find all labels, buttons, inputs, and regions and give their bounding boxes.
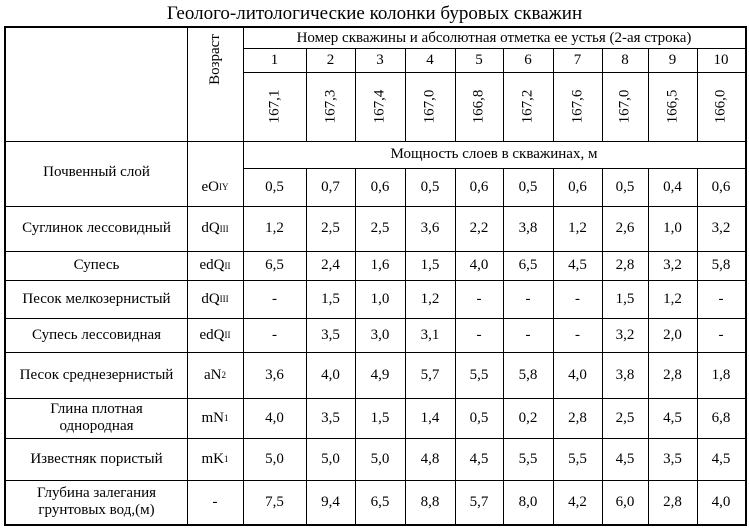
layer-thickness-value: 0,5 [518,178,538,195]
layer-thickness-value: 3,2 [711,220,731,236]
row-age: aN 2 [204,366,226,383]
well-number: 3 [376,51,384,68]
layer-thickness-value: 1,5 [370,409,390,426]
layer-thickness-value: 4,5 [568,257,587,273]
layer-thickness-value: - [476,326,482,343]
layer-thickness-value: 7,5 [265,493,284,510]
layer-thickness-value: 1,2 [568,220,587,236]
row-name: Супесь лессовидная [31,326,162,343]
row-name: Песок среднезернистый [19,366,174,383]
column-header-name [6,28,187,141]
row-age: dQ III [201,220,229,236]
layer-thickness-value: - [718,290,724,307]
layer-thickness-value: 1,4 [420,409,440,426]
row-age-symbol: dQ [201,220,220,236]
well-elevation-label: 167,0 [616,89,633,124]
layer-thickness-value: 5,5 [518,450,538,467]
table-border-bottom [4,524,746,526]
layer-thickness-value: 0,6 [568,178,587,195]
layer-thickness-value: 2,4 [321,257,340,273]
layer-thickness-value: 0,5 [265,178,284,195]
layer-thickness-value: - [718,326,724,343]
well-number: 10 [713,51,729,68]
layer-thickness-value: 1,5 [615,290,635,307]
layer-thickness-value: 3,6 [265,366,284,383]
layer-thickness-value: 8,8 [420,493,440,510]
layer-thickness-value: 2,0 [663,326,682,343]
layer-thickness-value: 3,5 [321,409,340,426]
layer-thickness-value: 2,8 [568,409,587,426]
row-name: Суглинок лессовидный [22,220,171,236]
row-age-symbol: eO [201,178,219,195]
well-elevation-label: 167,6 [569,89,585,124]
layer-thickness-value: 4,0 [469,257,489,273]
well-elevation [306,72,355,141]
well-elevation-label: 167,2 [519,89,536,124]
layer-thickness-value: 0,6 [370,178,390,195]
row-age-symbol: mN [201,409,224,426]
well-number: 9 [668,51,677,68]
row-name: Известняк пористый [30,450,163,467]
layer-thickness-value: 3,2 [615,326,635,343]
layer-thickness-value: 2,8 [663,493,682,510]
layer-thickness-value: 4,8 [420,450,440,467]
layer-thickness-value: 5,5 [568,450,587,467]
layer-thickness-value: 4,5 [663,409,682,426]
well-number: 7 [573,51,582,68]
layer-thickness-value: - [272,290,277,307]
row-name: Супесь [73,257,120,273]
layer-thickness-value: - [575,290,580,307]
row-age-symbol: edQ [199,326,225,343]
layer-thickness-value: 4,0 [568,366,587,383]
well-elevation [455,72,503,141]
row-age-symbol: dQ [201,290,220,307]
row-age-symbol: edQ [199,257,225,273]
layer-thickness-value: 5,7 [420,366,440,383]
layer-thickness-value: 1,2 [663,290,682,307]
column-header-age-label: Возраст [206,33,223,85]
layer-thickness-value: 4,5 [711,450,731,467]
column-header-age [187,28,243,90]
well-elevation-label: 166,5 [664,89,680,124]
row-name: Глина плотная однородная [50,401,143,434]
well-number: 8 [621,51,629,68]
layer-thickness-value: - [525,326,531,343]
layer-thickness-value: 0,6 [711,178,731,195]
row-age: dQ III [201,290,229,307]
well-elevation [503,72,553,141]
layer-thickness-value: 5,5 [469,366,489,383]
layer-thickness-value: 2,8 [615,257,635,273]
well-number: 6 [524,51,532,68]
row-name: Глубина залегания грунтовых вод,(м) [36,485,157,518]
layer-thickness-value: 4,5 [469,450,489,467]
layer-thickness-value: - [525,290,531,307]
row-age [187,480,243,524]
layer-thickness-value: 4,0 [265,409,284,426]
well-elevation [243,72,306,141]
row-age: eO IY [201,178,229,195]
wells-caption: Номер скважины и абсолютная отметка ее устья (2-ая строка) [296,29,692,46]
layer-thickness-value: 1,0 [370,290,390,307]
thickness-caption: Мощность слоев в скважинах, м [390,146,598,162]
well-elevation-label: 167,1 [266,89,282,124]
layer-thickness-value: - [476,290,482,307]
row-age: mN 1 [201,409,229,426]
layer-thickness-value: 1,2 [420,290,440,307]
well-number: 1 [270,51,279,68]
layer-thickness-value: 3,5 [663,450,682,467]
well-elevation [697,72,745,141]
well-elevation [355,72,405,141]
layer-thickness-value: 4,5 [615,450,635,467]
layer-thickness-value: 5,8 [518,366,538,383]
layer-thickness-value: 2,5 [615,409,635,426]
layer-thickness-value: 6,5 [265,257,284,273]
layer-thickness-value: 5,0 [321,450,340,467]
well-elevation [602,72,648,141]
well-number: 5 [475,51,483,68]
layer-thickness-value: 1,2 [265,220,284,236]
row-age-symbol: aN [204,366,222,383]
layer-thickness-value: 6,5 [370,493,390,510]
layer-thickness-value: 4,9 [370,366,390,383]
well-elevation [553,72,602,141]
layer-thickness-value: 3,0 [370,326,390,343]
well-elevation [648,72,697,141]
well-elevation [405,72,455,141]
row-age-symbol: mK [201,450,224,467]
row-age: mK 1 [201,450,229,467]
layer-thickness-value: 9,4 [321,493,340,510]
layer-thickness-value: 5,8 [711,257,731,273]
well-elevation-label: 166,8 [470,89,487,124]
layer-thickness-value: 1,8 [711,366,731,383]
layer-thickness-value: 0,6 [469,178,489,195]
layer-thickness-value: 3,1 [420,326,440,343]
layer-thickness-value: 2,6 [615,220,635,236]
well-number: 4 [426,51,434,68]
layer-thickness-value: 4,2 [568,493,587,510]
layer-thickness-value: 1,6 [370,257,390,273]
layer-thickness-value: 2,2 [469,220,489,236]
row-age: edQ II [199,326,231,343]
layer-thickness-value: 6,8 [711,409,731,426]
layer-thickness-value: - [575,326,580,343]
table-title: Геолого-литологические колонки буровых скважин [166,3,583,24]
layer-thickness-value: 2,8 [663,366,682,383]
well-number: 2 [326,51,335,68]
layer-thickness-value: 1,5 [321,290,340,307]
layer-thickness-value: 5,0 [265,450,284,467]
row-age-symbol: - [212,493,218,510]
layer-thickness-value: 4,0 [711,493,731,510]
layer-thickness-value: 3,8 [615,366,635,383]
layer-thickness-value: 1,0 [663,220,682,236]
well-elevation-label: 167,0 [421,89,438,124]
row-name: Почвенный слой [43,164,150,180]
well-elevation-label: 167,3 [322,89,338,124]
layer-thickness-value: 0,4 [663,178,682,195]
row-age: edQ II [199,257,231,273]
row-name: Песок мелкозернистый [22,290,171,307]
well-elevation-label: 167,4 [371,89,388,124]
well-elevation-label: 166,0 [712,89,729,124]
layer-thickness-value: 0,5 [615,178,635,195]
layer-thickness-value: 3,8 [518,220,538,236]
layer-thickness-value: 6,5 [518,257,538,273]
layer-thickness-value: 0,7 [321,178,340,195]
layer-thickness-value: 5,7 [469,493,489,510]
layer-thickness-value: 8,0 [518,493,538,510]
layer-thickness-value: 6,0 [615,493,635,510]
table-border-right [745,26,747,526]
layer-thickness-value: 4,0 [321,366,340,383]
layer-thickness-value: 3,6 [420,220,440,236]
layer-thickness-value: 0,5 [420,178,440,195]
layer-thickness-value: - [272,326,277,343]
layer-thickness-value: 3,5 [321,326,340,343]
layer-thickness-value: 1,5 [420,257,440,273]
layer-thickness-value: 0,5 [469,409,489,426]
layer-thickness-value: 2,5 [370,220,390,236]
layer-thickness-value: 0,2 [518,409,538,426]
layer-thickness-value: 5,0 [370,450,390,467]
layer-thickness-value: 3,2 [663,257,682,273]
layer-thickness-value: 2,5 [321,220,340,236]
